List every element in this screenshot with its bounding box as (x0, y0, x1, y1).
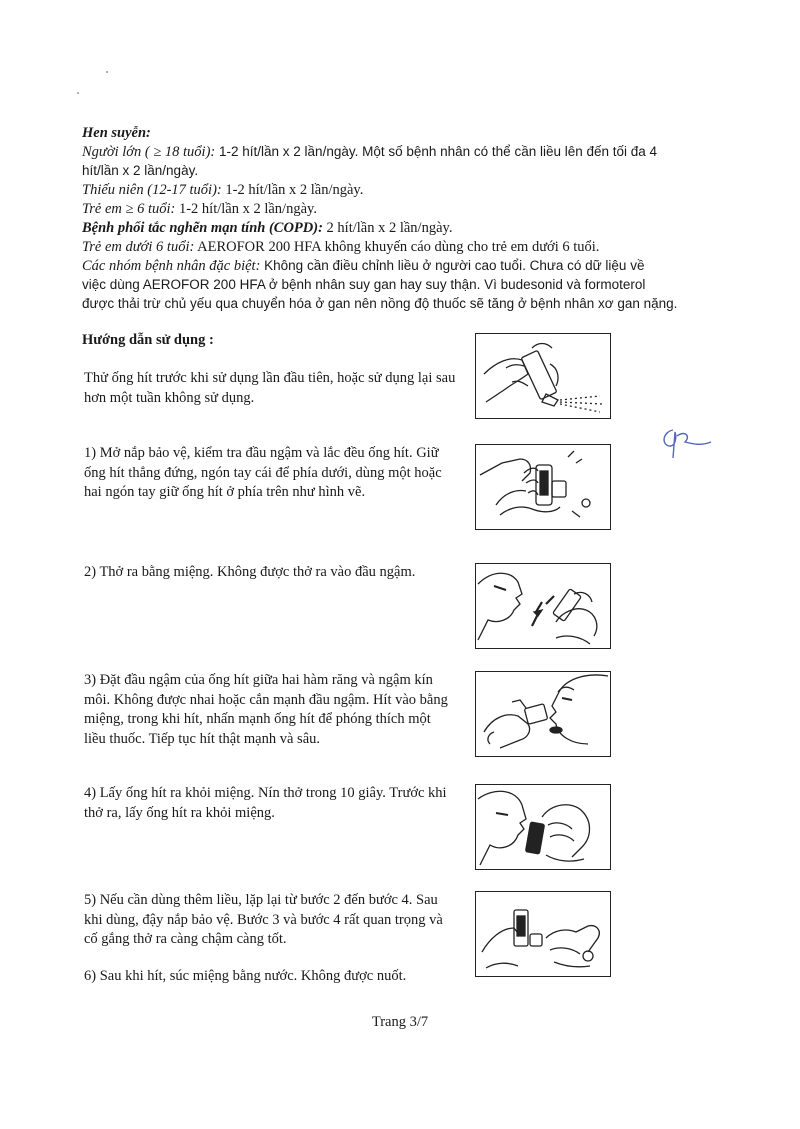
step-3-paragraph: 3) Đặt đầu ngậm của ống hít giữa hai hàm răng và ngậm kín môi. Không được nhai hoặc cắn mạnh đầu ngậm. Hít vào bằng miệng, trong khi hít, nhấn mạnh ống hít để phóng thích một liều thuốc. Tiếp tục hít thật mạnh và sâu. (84, 672, 448, 747)
special-text-cont-2: được thải trừ chủ yếu qua chuyển hóa ở gan nên nồng độ thuốc sẽ tăng ở bệnh nhân xơ gan nặng. (82, 296, 678, 311)
step-2-paragraph: 2) Thở ra bằng miệng. Không được thở ra vào đầu ngậm. (84, 564, 416, 580)
under6-line (82, 238, 599, 256)
inhale-illustration (475, 671, 611, 757)
breathe-out-illustration (475, 563, 611, 649)
teen-text: 1-2 hít/lần x 2 lần/ngày. (221, 182, 364, 198)
step-4-paragraph: 4) Lấy ống hít ra khỏi miệng. Nín thở trong 10 giây. Trước khi thở ra, lấy ống hít ra khỏi miệng. (84, 785, 447, 821)
test-spray-illustration (475, 333, 611, 419)
teen-dose-line (82, 181, 363, 199)
child-text: 1-2 hít/lần x 2 lần/ngày. (175, 201, 317, 217)
teen-label: Thiếu niên (12-17 tuổi): (82, 182, 222, 198)
scan-speck (106, 71, 108, 73)
adult-dose-line (82, 143, 657, 161)
intro-paragraph: Thử ống hít trước khi sử dụng lần đầu tiên, hoặc sử dụng lại sau hơn một tuần không sử dụng. (84, 370, 456, 406)
asthma-heading: Hen suyễn: (82, 125, 151, 141)
hold-inhaler-illustration (475, 444, 611, 530)
scan-speck (77, 92, 79, 94)
step-5-paragraph: 5) Nếu cần dùng thêm liều, lặp lại từ bước 2 đến bước 4. Sau khi dùng, đậy nắp bảo vệ. Bước 3 và bước 4 rất quan trọng và cố gắng thở ra càng chậm càng tốt. (84, 892, 443, 947)
step-6-paragraph: 6) Sau khi hít, súc miệng bằng nước. Không được nuốt. (84, 968, 407, 984)
copd-label: Bệnh phổi tắc nghẽn mạn tính (COPD): (82, 220, 323, 236)
special-groups-line (82, 257, 644, 275)
copd-dose-line (82, 219, 452, 237)
hold-breath-illustration (475, 784, 611, 870)
step-1-paragraph: 1) Mở nắp bảo vệ, kiểm tra đầu ngậm và lắc đều ống hít. Giữ ống hít thẳng đứng, ngón tay cái để phía dưới, dùng một hoặc hai ngón tay giữ ống hít ở phía trên như hình vẽ. (84, 445, 442, 500)
special-text: Không cần điều chỉnh liều ở người cao tuổi. Chưa có dữ liệu về (260, 258, 645, 273)
special-text-cont-1: việc dùng AEROFOR 200 HFA ở bệnh nhân suy gan hay suy thận. Vì budesonid và formoterol (82, 277, 646, 292)
child-dose-line (82, 200, 317, 218)
replace-cap-illustration (475, 891, 611, 977)
instructions-heading: Hướng dẫn sử dụng : (82, 332, 214, 348)
copd-text: 2 hít/lần x 2 lần/ngày. (322, 220, 453, 236)
special-label: Các nhóm bệnh nhân đặc biệt: (82, 258, 261, 274)
under6-label: Trẻ em dưới 6 tuổi: (82, 239, 195, 255)
handwritten-initials (655, 422, 715, 462)
adult-text: 1-2 hít/lần x 2 lần/ngày. Một số bệnh nhân có thể cần liều lên đến tối đa 4 (215, 144, 658, 159)
adult-label: Người lớn ( ≥ 18 tuổi): (82, 144, 216, 160)
page-number: Trang 3/7 (371, 1014, 429, 1030)
adult-text-cont: hít/lần x 2 lần/ngày. (82, 163, 199, 178)
under6-text: AEROFOR 200 HFA không khuyến cáo dùng cho trẻ em dưới 6 tuổi. (194, 239, 600, 255)
child-label: Trẻ em ≥ 6 tuổi: (82, 201, 176, 217)
